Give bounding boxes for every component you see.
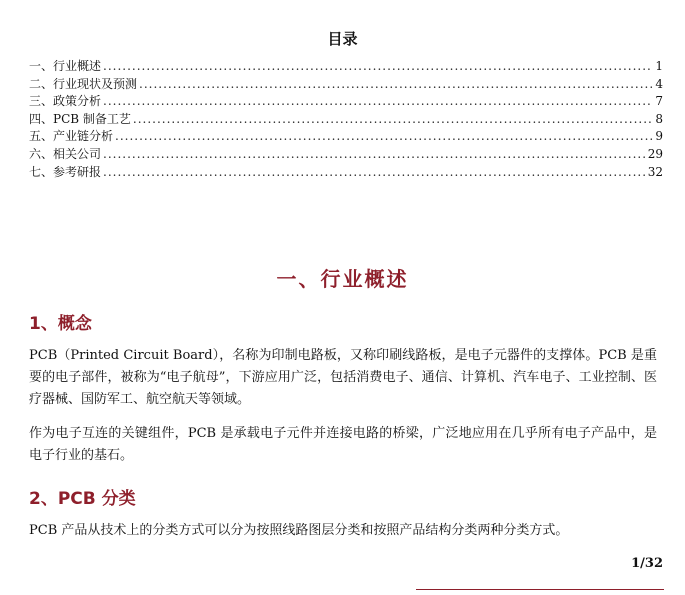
toc-entry[interactable] [29,58,663,76]
toc-entry-page: 8 [655,111,663,126]
table-of-contents [29,58,663,181]
toc-entry[interactable] [29,146,663,164]
toc-entry-label: 三、政策分析 [29,94,102,109]
toc-entry-page: 9 [655,129,663,144]
paragraph-pcb-definition: PCB（Printed Circuit Board），名称为印制电路板，又称印刷线路板，是电子元器件的支撑体。PCB 是重要的电子部件，被称为“电子航母”，下游应用广泛，包括消费电子、通信、计算机、汽车电子、工业控制、医疗器械、国防军工、航空航天等领域。 [29,348,657,407]
page-number: 1/32 [631,556,663,571]
section-title-concept: 1、概念 [29,314,92,334]
toc-entry-label: 二、行业现状及预测 [29,76,138,91]
toc-entry-page: 7 [655,94,663,109]
paragraph-pcb-role: 作为电子互连的关键组件，PCB 是承载电子元件并连接电路的桥梁，广泛地应用在几乎所有电子产品中，是电子行业的基石。 [29,426,657,463]
toc-leader-dots [139,76,653,94]
toc-title: 目录 [327,30,358,48]
toc-entry-page: 1 [655,59,663,73]
toc-entry-label: 六、相关公司 [29,146,102,161]
toc-leader-dots [103,58,653,76]
toc-leader-dots [115,128,653,146]
toc-entry[interactable] [29,76,663,94]
chapter-title: 一、行业概述 [276,267,409,291]
toc-entry-label: 一、行业概述 [29,59,102,73]
section-title-pcb-classification: 2、PCB 分类 [29,489,136,509]
toc-entry-page: 4 [655,76,663,91]
toc-entry-page: 32 [647,164,663,179]
toc-entry-label: 四、PCB 制备工艺 [29,111,131,126]
paragraph-pcb-classification: PCB 产品从技术上的分类方式可以分为按照线路图层分类和按照产品结构分类两种分类方式。 [29,523,569,538]
toc-entry[interactable] [29,128,663,146]
toc-entry-page: 29 [647,146,663,161]
toc-leader-dots [103,146,646,164]
toc-entry[interactable] [29,111,663,129]
toc-entry-label: 七、参考研报 [29,164,102,179]
toc-entry-label: 五、产业链分析 [29,129,114,144]
toc-entry[interactable] [29,93,663,111]
toc-leader-dots [103,164,646,182]
toc-leader-dots [133,111,653,129]
toc-leader-dots [103,93,653,111]
footer-divider [416,589,664,590]
toc-entry[interactable] [29,164,663,182]
